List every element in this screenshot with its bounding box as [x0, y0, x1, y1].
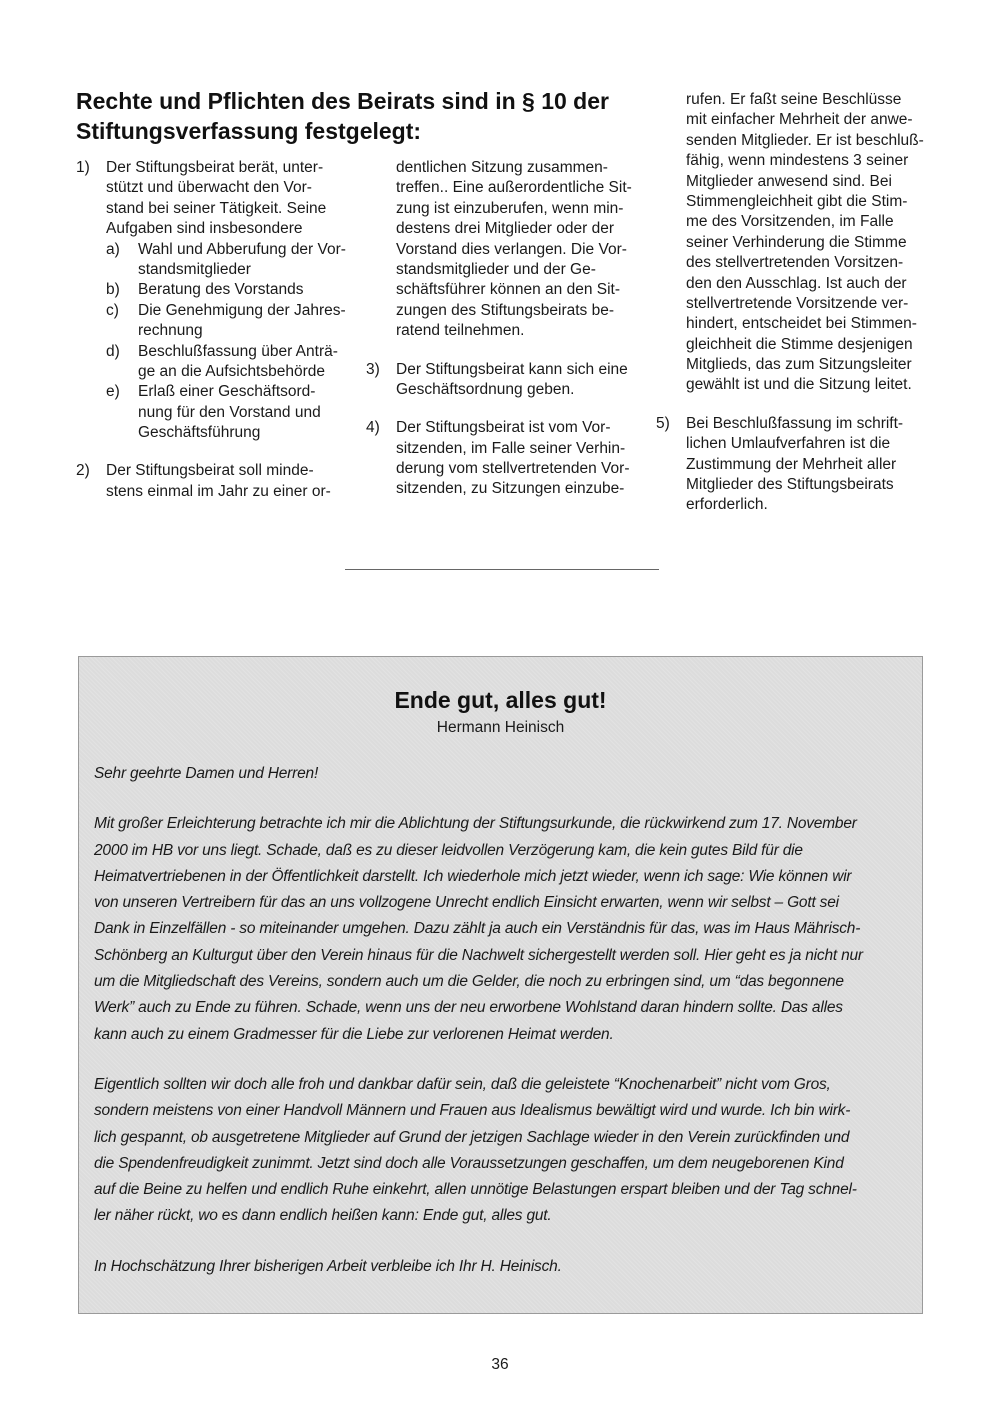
sub-item-b: b) Beratung des Vorstands [106, 281, 304, 299]
letter-author: Hermann Heinisch [436, 719, 565, 736]
list-item-4: 4) Der Stiftungsbeirat ist vom Vor- [366, 419, 611, 437]
paragraph-1: Mit großer Erleichterung betrachte ich mir die Ablichtung der Stiftungsurkunde, die rückwirkend zum 17. November 2000 im HB vor uns liegt. Schade, daß es zu dieser leidvollen Verzögerung kam, die kein gutes Bild für die Heimatvertriebenen in der Öffentlichkeit darstellt. Ich wiederhole mich jetzt wieder, wenn ich sage: Wie können wir von unseren Vertreibern für das an uns vollzogene Unrecht endlich Einsicht erwarten, wenn wir selbst – Gott sei Dank in Einzelfällen - so miteinander umgehen. Dazu zählt ja auch ein Verständnis für das, was im Haus Mährisch- Schönberg an Kulturgut über den Verein hinaus für die Nachwelt sichergestellt werden soll. Hier geht es ja nicht nur um die Mitgliedschaft des Vereins, sondern auch um die Gelder, die noch zu erbringen sind, um “das begonnene Werk” auch zu Ende zu führen. Schade, wenn uns der neu erworbene Wohlstand daran hindern sollte. Das alles kann auch zu einem Gradmesser für die Liebe zur verlorenen Heimat werden. [94, 815, 863, 1043]
section-heading [76, 86, 676, 146]
sub-item-d: d) Beschlußfassung über Anträ- [106, 342, 338, 360]
heading-line: Stiftungsverfassung festgelegt: [76, 118, 422, 144]
sub-item-e: e) Erlaß einer Geschäftsord- [106, 383, 316, 401]
page-number: 36 [491, 1356, 509, 1373]
paragraph-2: Eigentlich sollten wir doch alle froh und dankbar dafür sein, daß die geleistete “Knochenarbeit” nicht vom Gros, sondern meistens von einer Handvoll Männern und Frauen aus Idealismus bewältigt wird und wurde. Ich bin wirk- lich gespannt, ob ausgetretene Mitglieder auf Grund der jetzigen Sachlage wieder in den Verein zurückfinden und die Spendenfreudigkeit zunimmt. Jetzt sind doch alle Voraussetzungen geschaffen, um dem neugeborenen Kind auf die Beine zu helfen und endlich Ruhe einkehrt, allen unnötige Belastungen erspart bleiben und der Tag schnel- ler näher rückt, wo es dann endlich heißen kann: Ende gut, alles gut. [94, 1075, 857, 1225]
list-item-5: 5) Bei Beschlußfassung im schrift- [656, 414, 904, 432]
letter-box [78, 656, 923, 1314]
list-item-2: 2) Der Stiftungsbeirat soll minde- [76, 462, 314, 480]
sub-item-c: c) Die Genehmigung der Jahres- [106, 301, 346, 319]
closing: In Hochschätzung Ihrer bisherigen Arbeit verbleibe ich Ihr H. Heinisch. [94, 1257, 562, 1275]
list-item-3: 3) Der Stiftungsbeirat kann sich eine [366, 360, 628, 378]
list-item-1: 1) Der Stiftungsbeirat berät, unter- [76, 159, 324, 176]
salutation: Sehr geehrte Damen und Herren! [94, 765, 319, 782]
column-1: 1) Der Stiftungsbeirat berät, unter- stützt und überwacht den Vor- stand bei seiner Tätigkeit. Seine Aufgaben sind insbesondere a) Wahl und Abberufung der Vor- standsmitglieder b) Beratung des Vorstands c) Die Genehmigung der Jahres- rechnung d) Beschlußfassung über Anträ- ge an die Aufsichtsbehörde e) Erlaß einer Geschäftsord- nung für den Vorstand und Geschäftsführung 2) Der Stiftungsbeirat soll minde- stens einmal im Jahr zu einer or- [76, 158, 376, 502]
column-3: rufen. Er faßt seine Beschlüsse mit einfacher Mehrheit der anwe- senden Mitglieder. Er ist beschluß- fähig, wenn mindestens 3 seiner Mitglieder anwesend sind. Bei Stimmengleichheit gibt die Stim- me des Vorsitzenden, im Falle seiner Verhinderung die Stimme des stellvertretenden Vorsitzen- den den Ausschlag. Ist auch der stellvertretende Vorsitzende ver- hindert, entscheidet bei Stimmen- gleichheit die Stimme desjenigen Mitglieds, das zum Sitzungsleiter gewählt ist und die Sitzung leitet. 5) Bei Beschlußfassung im schrift- lichen Umlaufverfahren ist die Zustimmung der Mehrheit aller Mitglieder des Stiftungsbeirats erforderlich. [656, 90, 956, 516]
column-2: dentlichen Sitzung zusammen- treffen.. Eine außerordentliche Sit- zung ist einzuberufen, wenn min- destens drei Mitglieder oder der Vorstand dies verlangen. Die Vor- standsmitglieder und der Ge- schäftsführer können an den Sit- zungen des Stiftungsbeirats be- ratend teilnehmen. 3) Der Stiftungsbeirat kann sich eine Geschäftsordnung geben. 4) Der Stiftungsbeirat ist vom Vor- sitzenden, im Falle seiner Verhin- derung vom stellvertretenden Vor- sitzenden, zu Sitzungen einzube- [366, 158, 666, 500]
letter-body [94, 761, 924, 1280]
heading-line: Rechte und Pflichten des Beirats sind in § 10 der [76, 88, 609, 114]
sub-item-a: a) Wahl und Abberufung der Vor- [106, 240, 346, 258]
section-divider [345, 569, 659, 570]
letter-title: Ende gut, alles gut! [394, 687, 607, 713]
